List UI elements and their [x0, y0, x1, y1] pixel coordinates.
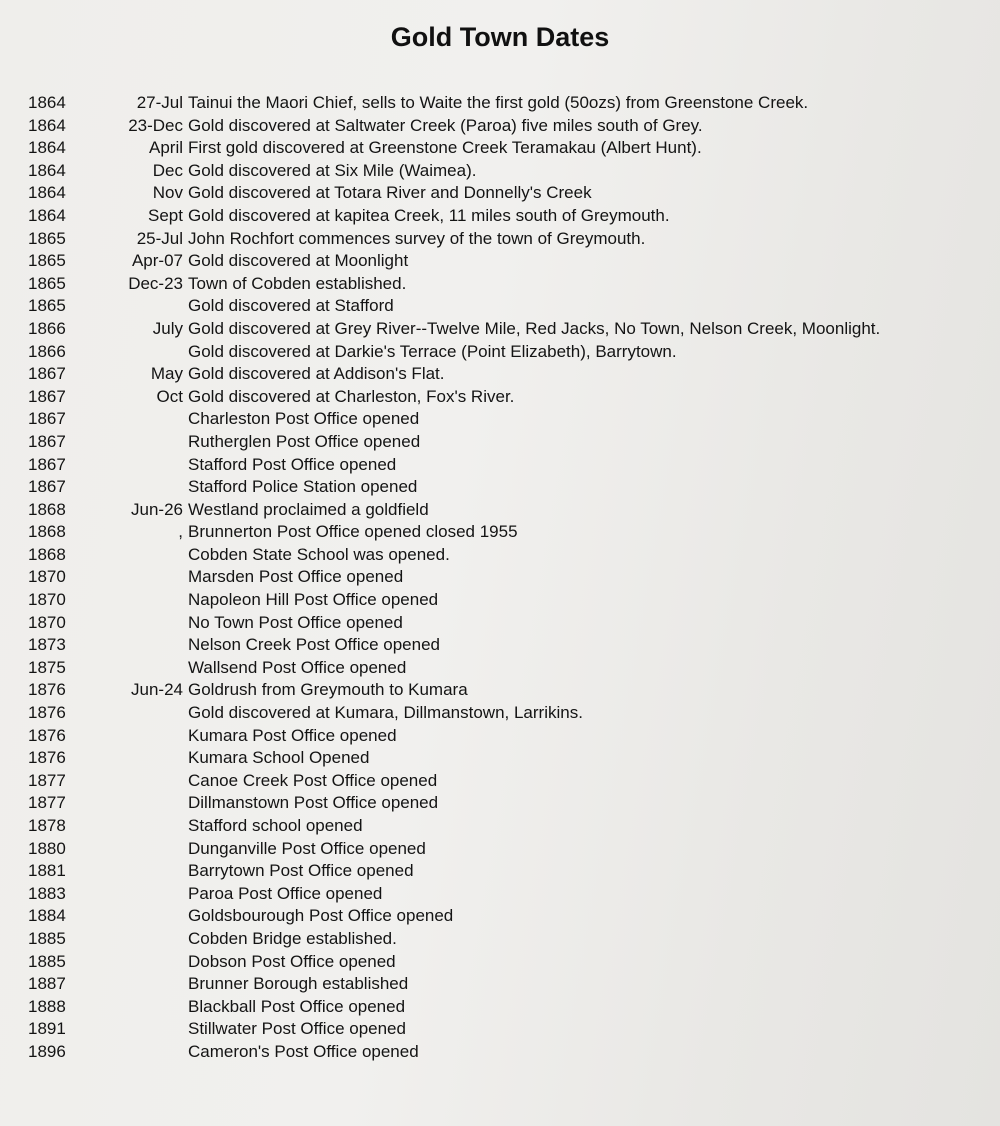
timeline-row [0, 295, 1000, 318]
row-event: Brunner Borough established [188, 974, 409, 994]
row-year: 1867 [28, 431, 66, 451]
row-year: 1875 [28, 657, 66, 677]
row-year: 1865 [28, 273, 66, 293]
row-date: , [178, 522, 183, 542]
row-event: Goldsbourough Post Office opened [188, 906, 454, 926]
timeline-row [0, 725, 1000, 748]
row-event: Gold discovered at Moonlight [188, 251, 409, 271]
timeline-row [0, 182, 1000, 205]
page-title: Gold Town Dates [390, 22, 610, 52]
timeline-row [0, 228, 1000, 251]
timeline-row [0, 160, 1000, 183]
row-date: July [152, 318, 183, 338]
timeline-row [0, 838, 1000, 861]
row-year: 1881 [28, 861, 66, 881]
timeline-row [0, 544, 1000, 567]
row-event: Stillwater Post Office opened [188, 1019, 406, 1039]
row-year: 1876 [28, 680, 66, 700]
row-event: Kumara Post Office opened [188, 725, 397, 745]
row-event: Stafford school opened [188, 816, 363, 835]
timeline-row [0, 341, 1000, 364]
row-year: 1877 [28, 793, 66, 813]
row-year: 1864 [28, 138, 66, 158]
row-event: Westland proclaimed a goldfield [188, 499, 429, 519]
timeline-row [0, 250, 1000, 273]
row-event: Stafford Police Station opened [188, 477, 418, 497]
row-year: 1865 [28, 228, 66, 248]
row-year: 1864 [28, 205, 66, 225]
timeline-row [0, 386, 1000, 409]
row-event: Dillmanstown Post Office opened [188, 793, 439, 813]
row-year: 1865 [28, 296, 66, 316]
row-event: Goldrush from Greymouth to Kumara [188, 680, 468, 700]
row-date: 27-Jul [136, 93, 183, 112]
row-year: 1876 [28, 725, 66, 745]
row-event: Town of Cobden established. [188, 273, 407, 293]
row-year: 1864 [28, 93, 66, 112]
row-event: Gold discovered at Saltwater Creek (Paroa) five miles south of Grey. [188, 115, 703, 135]
timeline-row [0, 318, 1000, 341]
row-year: 1870 [28, 567, 66, 587]
row-event: Gold discovered at Six Mile (Waimea). [188, 160, 477, 180]
timeline-row [0, 205, 1000, 228]
row-event: Charleston Post Office opened [188, 409, 420, 429]
timeline-row [0, 815, 1000, 838]
row-year: 1896 [28, 1041, 66, 1061]
timeline-row [0, 273, 1000, 296]
row-event: Tainui the Maori Chief, sells to Waite the first gold (50ozs) from Greenstone Creek. [188, 93, 809, 112]
row-event: Gold discovered at Totara River and Donnelly's Creek [188, 183, 592, 203]
row-year: 1884 [28, 906, 66, 926]
timeline-row [0, 566, 1000, 589]
row-event: First gold discovered at Greenstone Creek Teramakau (Albert Hunt). [188, 138, 702, 158]
timeline-row [0, 1018, 1000, 1041]
row-year: 1873 [28, 635, 66, 655]
row-date: Oct [156, 386, 183, 406]
row-year: 1885 [28, 928, 66, 948]
row-event: Dobson Post Office opened [188, 951, 396, 971]
timeline-row [0, 770, 1000, 793]
timeline-row [0, 499, 1000, 522]
row-year: 1866 [28, 341, 66, 361]
timeline-row [0, 928, 1000, 951]
timeline-row [0, 363, 1000, 386]
timeline-row [0, 92, 1000, 115]
timeline-row [0, 657, 1000, 680]
timeline-row [0, 1041, 1000, 1064]
row-event: Gold discovered at Darkie's Terrace (Point Elizabeth), Barrytown. [188, 341, 677, 361]
row-date: April [148, 138, 183, 158]
row-event: Blackball Post Office opened [188, 996, 406, 1016]
timeline-row [0, 860, 1000, 883]
row-date: Sept [148, 205, 183, 225]
timeline-row [0, 612, 1000, 635]
row-event: Gold discovered at kapitea Creek, 11 miles south of Greymouth. [188, 205, 670, 225]
timeline-row [0, 747, 1000, 770]
row-year: 1867 [28, 386, 66, 406]
timeline-row [0, 973, 1000, 996]
timeline-list [0, 92, 1000, 1064]
row-date: Dec [152, 160, 183, 180]
row-year: 1883 [28, 883, 66, 903]
timeline-row [0, 702, 1000, 725]
row-year: 1864 [28, 160, 66, 180]
row-year: 1867 [28, 409, 66, 429]
timeline-row [0, 634, 1000, 657]
row-year: 1870 [28, 590, 66, 610]
timeline-row [0, 454, 1000, 477]
row-event: Dunganville Post Office opened [188, 838, 426, 858]
row-event: Rutherglen Post Office opened [188, 431, 421, 451]
row-date: Jun-26 [131, 499, 183, 519]
row-event: Stafford Post Office opened [188, 454, 397, 474]
row-date: May [150, 364, 183, 384]
row-year: 1887 [28, 974, 66, 994]
row-event: Canoe Creek Post Office opened [188, 770, 438, 790]
row-year: 1868 [28, 499, 66, 519]
timeline-row [0, 679, 1000, 702]
row-year: 1880 [28, 838, 66, 858]
row-year: 1891 [28, 1019, 66, 1039]
row-event: No Town Post Office opened [188, 612, 403, 632]
timeline-row [0, 115, 1000, 138]
row-event: Paroa Post Office opened [188, 883, 383, 903]
row-year: 1870 [28, 612, 66, 632]
row-event: Cobden Bridge established. [188, 928, 397, 948]
row-year: 1867 [28, 477, 66, 497]
row-year: 1866 [28, 318, 66, 338]
row-year: 1876 [28, 703, 66, 723]
row-year: 1864 [28, 115, 66, 135]
row-year: 1868 [28, 544, 66, 564]
row-year: 1876 [28, 748, 66, 768]
row-year: 1878 [28, 816, 66, 835]
row-date: 25-Jul [136, 228, 183, 248]
timeline-row [0, 476, 1000, 499]
row-event: Brunnerton Post Office opened closed 1955 [188, 522, 518, 542]
row-date: Nov [152, 183, 183, 203]
row-event: Kumara School Opened [188, 748, 370, 768]
row-event: Gold discovered at Kumara, Dillmanstown, Larrikins. [188, 703, 583, 723]
row-event: Cameron's Post Office opened [188, 1041, 419, 1061]
row-year: 1888 [28, 996, 66, 1016]
timeline-row [0, 521, 1000, 544]
row-event: John Rochfort commences survey of the town of Greymouth. [188, 228, 646, 248]
row-event: Napoleon Hill Post Office opened [188, 590, 439, 610]
row-date: 23-Dec [128, 115, 183, 135]
row-event: Cobden State School was opened. [188, 544, 450, 564]
row-date: Jun-24 [131, 680, 183, 700]
timeline-row [0, 589, 1000, 612]
row-date: Dec-23 [128, 273, 183, 293]
timeline-row [0, 792, 1000, 815]
row-event: Nelson Creek Post Office opened [188, 635, 440, 655]
row-year: 1885 [28, 951, 66, 971]
row-year: 1864 [28, 183, 66, 203]
timeline-row [0, 951, 1000, 974]
row-year: 1877 [28, 770, 66, 790]
timeline-row [0, 905, 1000, 928]
row-event: Gold discovered at Charleston, Fox's River. [188, 386, 515, 406]
row-event: Marsden Post Office opened [188, 567, 404, 587]
timeline-row [0, 408, 1000, 431]
timeline-row [0, 431, 1000, 454]
row-event: Barrytown Post Office opened [188, 861, 414, 881]
row-year: 1868 [28, 522, 66, 542]
row-event: Gold discovered at Addison's Flat. [188, 364, 445, 384]
row-year: 1867 [28, 454, 66, 474]
row-event: Gold discovered at Stafford [188, 296, 394, 316]
row-date: Apr-07 [131, 251, 183, 271]
row-year: 1867 [28, 364, 66, 384]
row-event: Wallsend Post Office opened [188, 657, 407, 677]
timeline-row [0, 137, 1000, 160]
row-year: 1865 [28, 251, 66, 271]
timeline-row [0, 883, 1000, 906]
row-event: Gold discovered at Grey River--Twelve Mile, Red Jacks, No Town, Nelson Creek, Moonlight. [188, 318, 881, 338]
timeline-row [0, 996, 1000, 1019]
